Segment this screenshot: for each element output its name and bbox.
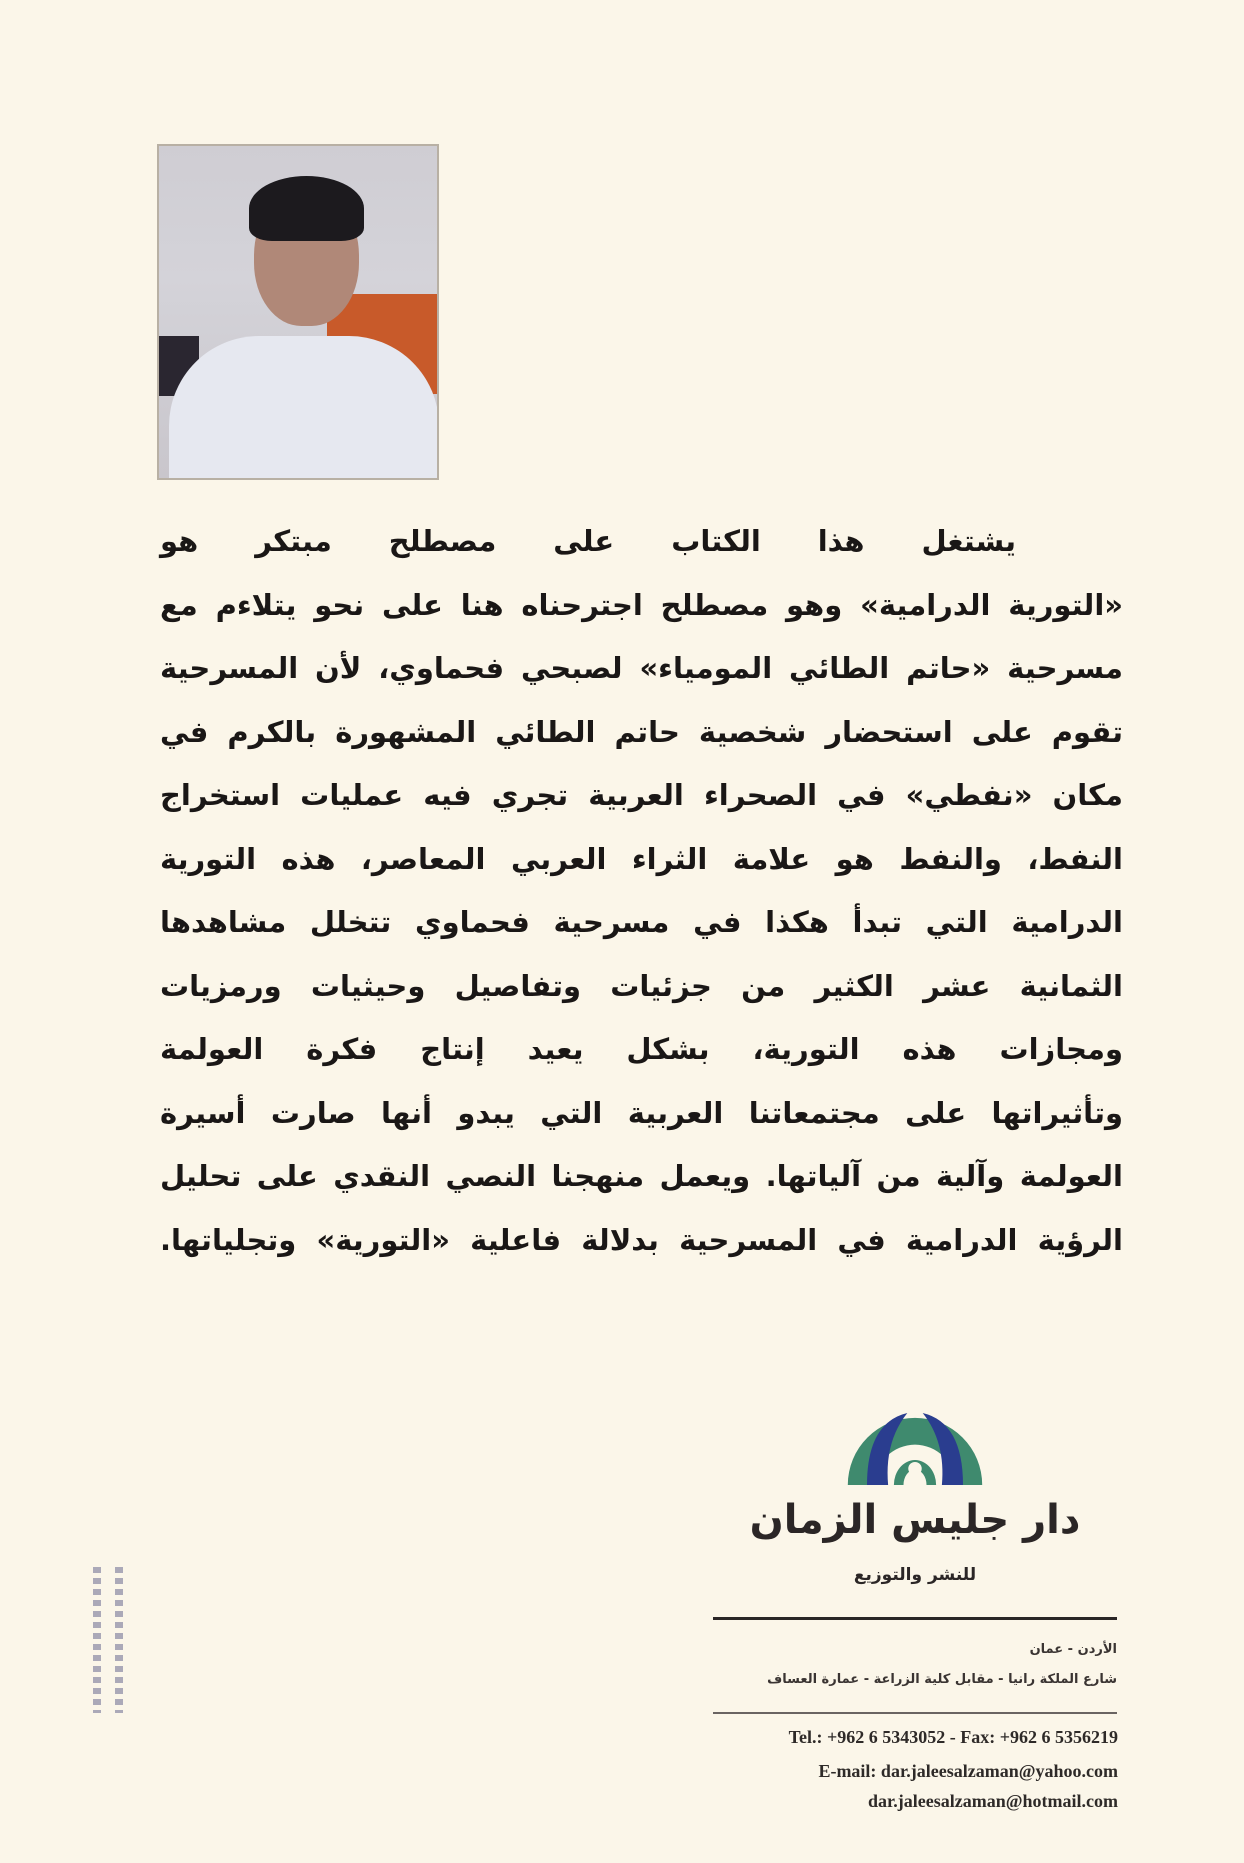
divider	[713, 1617, 1117, 1620]
blurb-line: الرؤية الدرامية في المسرحية بدلالة فاعلية «التورية» وتجلياتها.	[160, 1222, 1123, 1257]
vertical-printer-mark	[85, 1567, 135, 1713]
blurb-line: العولمة وآلية من آلياتها. ويعمل منهجنا النصي النقدي على تحليل	[160, 1159, 1123, 1193]
blurb-line: مكان «نفطي» في الصحراء العربية تجري فيه عمليات استخراج	[160, 778, 1123, 812]
photo-shirt	[169, 336, 439, 480]
divider	[713, 1712, 1117, 1714]
blurb-line: الثمانية عشر الكثير من جزئيات وتفاصيل وحيثيات ورمزيات	[160, 968, 1123, 1003]
author-photo	[157, 144, 439, 480]
publisher-name: دار جليس الزمان	[749, 1497, 1081, 1543]
publisher-subtitle: للنشر والتوزيع	[853, 1565, 977, 1585]
blurb-line: يشتغل هذا الكتاب على مصطلح مبتكر هو	[160, 524, 1016, 558]
phone-fax: Tel.: +962 6 5343052 - Fax: +962 6 5356219	[788, 1727, 1118, 1747]
blurb-line: النفط، والنفط هو علامة الثراء العربي المعاصر، هذه التورية	[160, 841, 1123, 876]
publisher-logo-icon	[835, 1365, 995, 1485]
vertical-mark-column	[93, 1567, 101, 1713]
blurb-line: ومجازات هذه التورية، بشكل يعيد إنتاج فكرة العولمة	[160, 1032, 1123, 1066]
vertical-mark-column	[115, 1567, 123, 1713]
blurb-line: تقوم على استحضار شخصية حاتم الطائي المشهورة بالكرم في	[160, 714, 1123, 749]
blurb-line: وتأثيراتها على مجتمعاتنا العربية التي يبدو أنها صارت أسيرة	[160, 1095, 1123, 1130]
email-secondary: dar.jaleesalzaman@hotmail.com	[867, 1791, 1118, 1811]
address-city: الأردن - عمان	[1029, 1642, 1117, 1657]
blurb-line: مسرحية «حاتم الطائي المومياء» لصبحي فحماوي، لأن المسرحية	[160, 651, 1123, 685]
photo-hair	[249, 176, 364, 241]
blurb-line: «التورية الدرامية» وهو مصطلح اجترحناه هنا على نحو يتلاءم مع	[160, 587, 1123, 622]
email-primary: E-mail: dar.jaleesalzaman@yahoo.com	[818, 1761, 1118, 1781]
address-street: شارع الملكة رانيا - مقابل كلية الزراعة - عمارة العساف	[767, 1672, 1117, 1687]
blurb-text	[160, 510, 1123, 1272]
blurb-line: الدرامية التي تبدأ هكذا في مسرحية فحماوي تتخلل مشاهدها	[160, 905, 1123, 939]
